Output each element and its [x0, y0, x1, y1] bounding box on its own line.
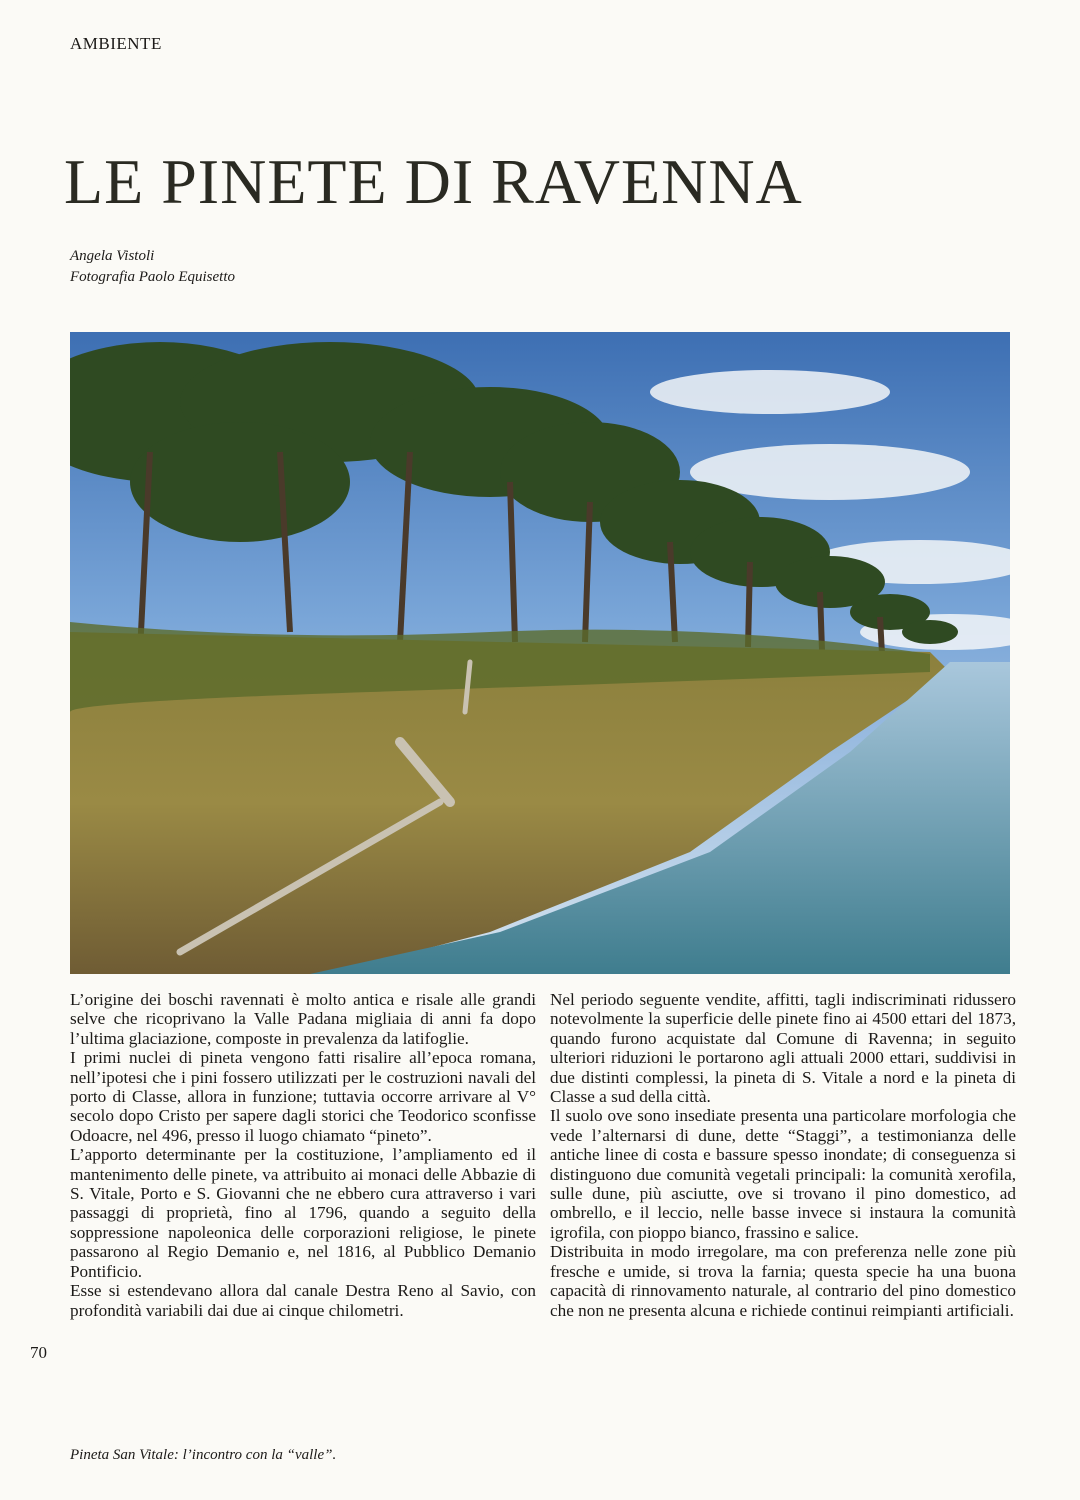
pine-forest-lagoon-photo — [70, 332, 1010, 974]
body-column-left — [70, 990, 536, 1320]
body-column-right — [550, 990, 1016, 1320]
paragraph: I primi nuclei di pineta vengono fatti risalire all’epoca romana, nell’ipotesi che i pini fossero utilizzati per le costruzioni navali del porto di Classe, allora in funzione; tuttavia occorre arrivare al V° secolo dopo Cristo per sapere dagli storici che Teodorico sconfisse Odoacre, nel 496, presso il luogo chiamato “pineto”. — [70, 1048, 536, 1145]
page-number: 70 — [30, 1343, 47, 1362]
landscape-illustration — [70, 332, 1010, 974]
article-title: LE PINETE DI RAVENNA — [64, 146, 803, 217]
author: Angela Vistoli — [70, 248, 155, 264]
paragraph: Il suolo ove sono insediate presenta una particolare morfologia che vede l’alternarsi di dune, dette “Staggi”, a testimonianza delle antiche linee di costa e bassure spesso inondate; di conseguenza si distinguono due comunità vegetali principali: la comunità xerofila, sulle dune, più asciutte, ove si trovano il pino domestico, ad ombrello, e il leccio, nelle basse invece si instaura la comunità igrofila, con pioppo bianco, frassino e salice. — [550, 1106, 1016, 1242]
photo-caption: Pineta San Vitale: l’incontro con la “valle”. — [70, 1447, 337, 1463]
photo-credit: Fotografia Paolo Equisetto — [70, 269, 235, 285]
paragraph: L’origine dei boschi ravennati è molto antica e risale alle grandi selve che ricoprivano la Valle Padana migliaia di anni fa dopo l’ultima glaciazione, composte in prevalenza da latifoglie. — [70, 990, 536, 1048]
paragraph: L’apporto determinante per la costituzione, l’ampliamento ed il mantenimento delle pinete, va attribuito ai monaci delle Abbazie di S. Vitale, Porto e S. Giovanni che ne ebbero cura attraverso i vari passaggi di proprietà, fino al 1796, quando a seguito della soppressione napoleonica delle corporazioni religiose, le pinete passarono al Regio Demanio e, nel 1816, al Pubblico Demanio Pontificio. — [70, 1145, 536, 1281]
paragraph: Esse si estendevano allora dal canale Destra Reno al Savio, con profondità variabili dai due ai cinque chilometri. — [70, 1281, 536, 1320]
section-label: AMBIENTE — [70, 34, 162, 53]
byline — [70, 246, 235, 288]
paragraph: Nel periodo seguente vendite, affitti, tagli indiscriminati ridussero notevolmente la superficie delle pinete fino ai 4500 ettari del 1873, quando furono acquistate dal Comune di Ravenna; in seguito ulteriori riduzioni le portarono agli attuali 2000 ettari, suddivisi in due distinti complessi, la pineta di S. Vitale a nord e la pineta di Classe a sud della città. — [550, 990, 1016, 1107]
paragraph: Distribuita in modo irregolare, ma con preferenza nelle zone più fresche e umide, si trova la farnia; questa specie ha una buona capacità di rinnovamento naturale, al contrario del pino domestico che non ne presenta alcuna e richiede continui reimpianti artificiali. — [550, 1242, 1016, 1320]
